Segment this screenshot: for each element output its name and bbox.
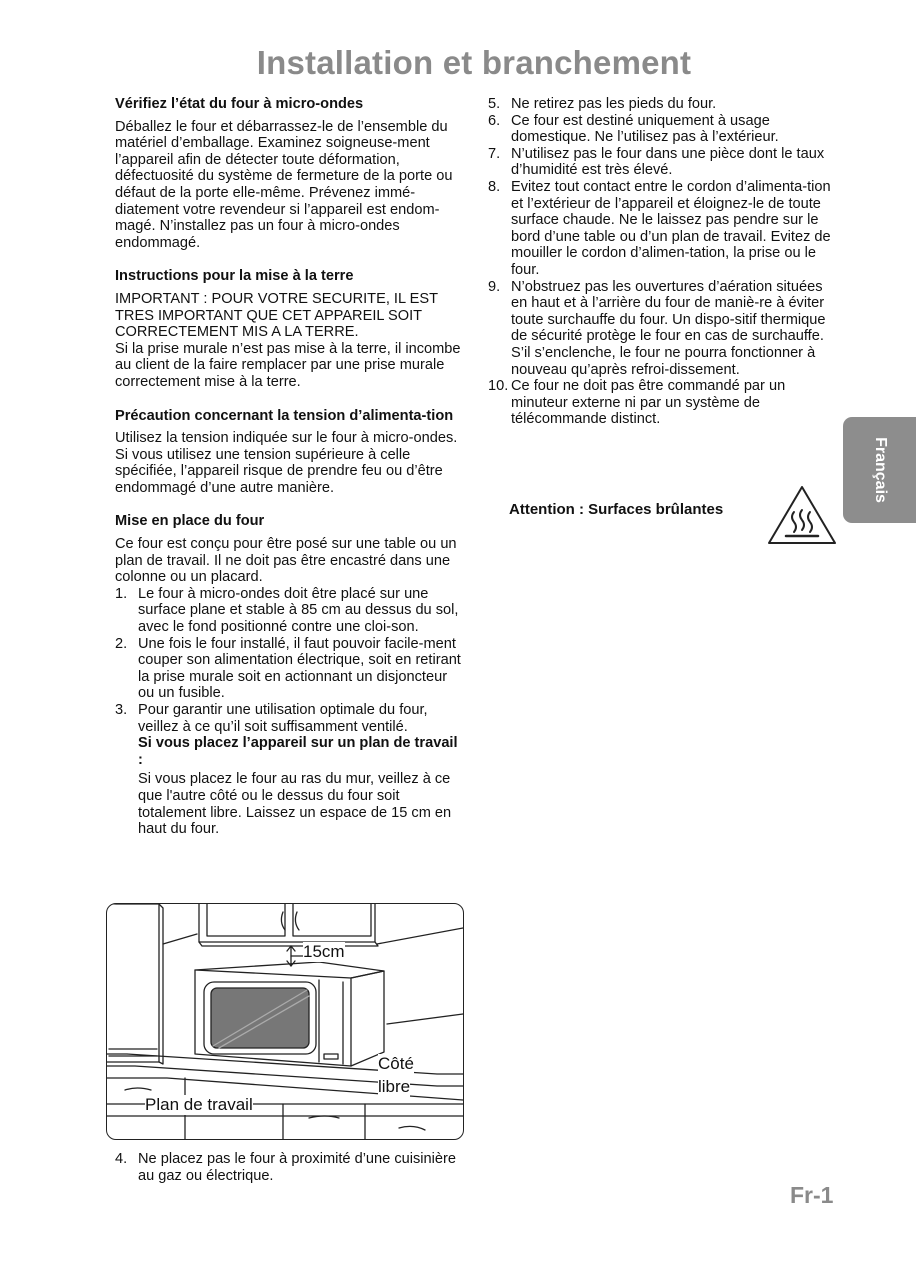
list-item-text: N’obstruez pas les ouvertures d’aération situées en haut et à l’arrière du four de maniè-re à éviter toute surchauffe du four. Un dispo-sitif thermique de sécurité protège le four en cas de surchauffe. S’il s’enclenche, le four ne pourra fonctionner à nouveau qu’après refroi-dissement. (511, 278, 826, 378)
list-item (488, 96, 840, 113)
list-item-text: N’utilisez pas le four dans une pièce dont le taux d’humidité est très élevé. (511, 145, 825, 179)
page-number: Fr-1 (790, 1182, 834, 1208)
list-item (115, 702, 465, 838)
placement-list (115, 586, 465, 838)
clearance-label: 15cm (303, 942, 345, 961)
list-item (488, 378, 840, 428)
list-item-text: Evitez tout contact entre le cordon d’alimenta-tion et l’extérieur de l’appareil et éloignez-le de toute surface chaude. Ne le laissez pas pendre sur le bord d’une table ou d’un plan de travail. Evitez de mouiller le cordon d’alimen-tation, la prise ou le four. (511, 178, 831, 278)
list-item-number: 1. (115, 585, 128, 602)
section-heading-grounding: Instructions pour la mise à la terre (115, 268, 354, 285)
hot-surface-warning: Attention : Surfaces brûlantes (509, 501, 724, 518)
section-heading-check-oven: Vérifiez l’état du four à micro-ondes (115, 96, 364, 112)
right-column (488, 96, 840, 428)
list-item-number: 2. (115, 635, 128, 652)
list-item-number: 8. (488, 178, 501, 195)
section-heading-placement: Mise en place du four (115, 513, 265, 530)
list-item-text: Une fois le four installé, il faut pouvoir facile-ment couper son alimentation électrique, soit en retirant la prise murale soit en actionnant un disjoncteur ou un fusible. (138, 635, 461, 702)
list-item-text: Pour garantir une utilisation optimale du four, veillez à ce qu’il soit suffisamment ventilé. (138, 702, 428, 735)
grounding-text: Si la prise murale n’est pas mise à la terre, il incombe au client de la faire remplacer par une prise murale correctement mise à la terre. (115, 340, 461, 390)
list-item-number: 5. (488, 96, 501, 112)
list-item (488, 179, 840, 279)
list-item-text: Ne retirez pas les pieds du four. (511, 96, 717, 112)
list-item (115, 586, 465, 636)
placement-list-continued (115, 1151, 465, 1184)
list-item-text: Le four à micro-ondes doit être placé sur une surface plane et stable à 85 cm au dessus du sol, avec le fond positionné contre une cloi-son. (138, 585, 459, 636)
oven-installation-figure (106, 903, 464, 1140)
free-side-label-line1: Côté (378, 1054, 414, 1073)
list-item (115, 1151, 465, 1184)
list-item (488, 279, 840, 379)
list-item-extra-text: Si vous placez le four au ras du mur, veillez à ce que l'autre côté ou le dessus du four soit totalement libre. Laissez un espace de 15 cm en haut du four. (138, 771, 452, 838)
safety-list (488, 96, 840, 428)
list-item-number: 10. (488, 378, 509, 395)
page-title: Installation et branchement (256, 44, 692, 81)
list-item (488, 146, 840, 179)
list-item-number: 6. (488, 112, 501, 129)
free-side-label-line2: libre (378, 1077, 411, 1096)
list-item-text: Ce four ne doit pas être commandé par un minuteur externe ni par un système de télécommande distinct. (511, 378, 786, 428)
list-item (115, 636, 465, 702)
section-text-placement: Ce four est conçu pour être posé sur une table ou un plan de travail. Il ne doit pas être encastré dans une colonne ou un placard. (115, 536, 457, 586)
worktop-label: Plan de travail (145, 1095, 253, 1114)
section-heading-voltage: Précaution concernant la tension d’alimenta-tion (115, 407, 454, 424)
list-item-number: 7. (488, 145, 501, 162)
list-item-text: Ne placez pas le four à proximité d’une cuisinière au gaz ou électrique. (138, 1151, 456, 1184)
list-item-number: 9. (488, 278, 501, 295)
hot-surface-warning-icon (766, 484, 838, 546)
section-text-check-oven: Déballez le four et débarrassez-le de l’ensemble du matériel d’emballage. Examinez soigneuse-ment l’appareil afin de détecter toute déformation, défectuosité du système de fermeture de la porte ou défaut de la porte elle-même. Prévenez immé-diatement votre revendeur si l’appareil est endom-magé. N’installez pas un four à micro-ondes endommagé. (115, 118, 453, 251)
language-tab (843, 417, 916, 523)
list-item-text: Ce four est destiné uniquement à usage domestique. Ne l’utilisez pas à l’extérieur. (511, 112, 779, 146)
grounding-important-text: IMPORTANT : POUR VOTRE SECURITE, IL EST TRES IMPORTANT QUE CET APPAREIL SOIT CORRECTEMENT MIS A LA TERRE. (115, 290, 438, 341)
left-column (115, 96, 465, 838)
section-text-voltage: Utilisez la tension indiquée sur le four à micro-ondes. Si vous utilisez une tension supérieure à celle spécifiée, l’appareil risque de prendre feu ou d’être endommagé d’une autre manière. (115, 430, 458, 496)
list-item-number: 3. (115, 702, 128, 718)
list-item-subheading: Si vous placez l’appareil sur un plan de travail : (138, 735, 458, 768)
list-item-number: 4. (115, 1151, 128, 1167)
language-tab-label: Français (871, 437, 889, 503)
list-item (115, 1151, 465, 1184)
list-item (488, 113, 840, 146)
